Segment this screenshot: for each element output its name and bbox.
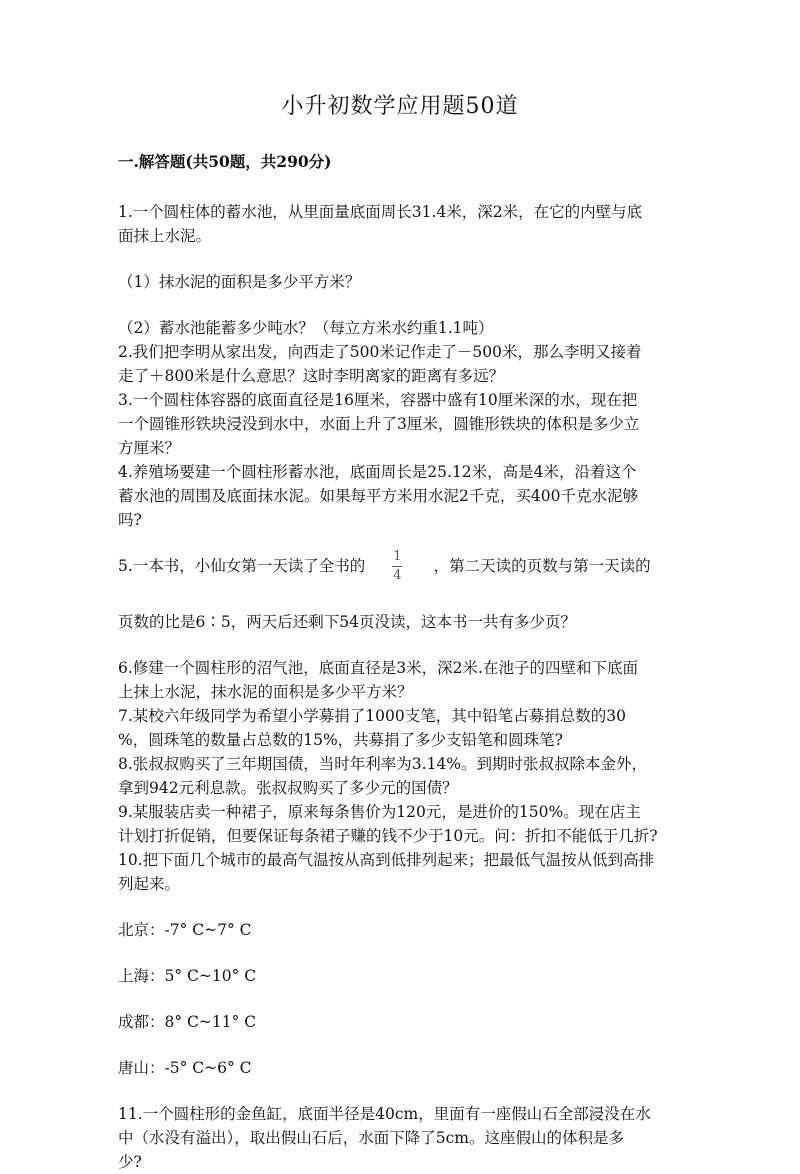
question-8 bbox=[118, 752, 682, 800]
question-11 bbox=[118, 1102, 682, 1174]
question-1 bbox=[118, 200, 682, 340]
question-9 bbox=[118, 800, 682, 848]
question-4 bbox=[118, 460, 682, 532]
fraction-numerator: 1 bbox=[393, 548, 402, 564]
question-text: 10.把下面几个城市的最高气温按从高到低排列起来；把最低气温按从低到高排 bbox=[118, 851, 655, 869]
question-text: 2.我们把李明从家出发，向西走了500米记作走了－500米，那么李明又接着 bbox=[118, 343, 642, 361]
question-text: 中（水没有溢出），取出假山石后，水面下降了5cm。这座假山的体积是多 bbox=[118, 1129, 624, 1147]
question-text: 少? bbox=[118, 1153, 142, 1171]
fraction-denominator: 4 bbox=[393, 567, 402, 583]
question-3 bbox=[118, 388, 682, 460]
city-temperature: 上海：5° C~10° C bbox=[118, 967, 257, 985]
question-2 bbox=[118, 340, 682, 388]
city-temperature: 唐山：-5° C~6° C bbox=[118, 1059, 252, 1077]
question-text: 3.一个圆柱体容器的底面直径是16厘米，容器中盛有10厘米深的水，现在把 bbox=[118, 391, 638, 409]
city-temperature: 成都：8° C~11° C bbox=[118, 1013, 257, 1031]
question-text: 一个圆锥形铁块浸没到水中，水面上升了3厘米，圆锥形铁块的体积是多少立 bbox=[118, 415, 640, 433]
sub-question: （2）蓄水池能蓄多少吨水？（每立方米水约重1.1吨） bbox=[118, 319, 494, 337]
question-text: 走了＋800米是什么意思？这时李明离家的距离有多远？ bbox=[118, 367, 505, 385]
city-temperature: 北京：-7° C~7° C bbox=[118, 921, 252, 939]
question-text: 1.一个圆柱体的蓄水池，从里面量底面周长31.4米，深2米，在它的内壁与底 bbox=[118, 203, 643, 221]
question-text: 8.张叔叔购买了三年期国债，当时年利率为3.14%。到期时张叔叔除本金外， bbox=[118, 755, 648, 773]
question-text: 页数的比是6∶5，两天后还剩下54页没读，这本书一共有多少页？ bbox=[118, 613, 576, 631]
question-text: 6.修建一个圆柱形的沼气池，底面直径是3米，深2米.在池子的四壁和下底面 bbox=[118, 659, 638, 677]
question-text: 计划打折促销，但要保证每条裙子赚的钱不少于10元。问：折扣不能低于几折? bbox=[118, 827, 658, 845]
question-text: 7.某校六年级同学为希望小学募捐了1000支笔，其中铅笔占募捐总数的30 bbox=[118, 707, 626, 725]
question-text: ，第二天读的页数与第一天读的 bbox=[433, 557, 651, 575]
question-text: 面抹上水泥。 bbox=[118, 227, 212, 245]
sub-question: （1）抹水泥的面积是多少平方米？ bbox=[118, 273, 361, 291]
question-text: 列起来。 bbox=[118, 875, 181, 893]
fraction-bar bbox=[392, 566, 402, 567]
question-text: 上抹上水泥，抹水泥的面积是多少平方米？ bbox=[118, 683, 413, 701]
question-text: 吗? bbox=[118, 511, 142, 529]
fraction bbox=[391, 549, 403, 584]
question-text: 拿到942元利息款。张叔叔购买了多少元的国债？ bbox=[118, 779, 458, 797]
section-heading: 一.解答题(共50题，共290分) bbox=[118, 152, 332, 171]
question-6 bbox=[118, 656, 682, 704]
question-text-with-fraction bbox=[118, 544, 682, 588]
question-text: 蓄水池的周围及底面抹水泥。如果每平方米用水泥2千克，买400千克水泥够 bbox=[118, 487, 638, 505]
question-text: 9.某服装店卖一种裙子，原来每条售价为120元，是进价的150%。现在店主 bbox=[118, 803, 641, 821]
question-text: 方厘米？ bbox=[118, 439, 181, 457]
question-5 bbox=[118, 544, 682, 634]
question-text: %，圆珠笔的数量占总数的15%，共募捐了多少支铅笔和圆珠笔? bbox=[118, 731, 563, 749]
question-10 bbox=[118, 848, 682, 1080]
question-7 bbox=[118, 704, 682, 752]
question-text: 4.养殖场要建一个圆柱形蓄水池，底面周长是25.12米，高是4米，沿着这个 bbox=[118, 463, 637, 481]
page-title: 小升初数学应用题50道 bbox=[281, 94, 519, 119]
question-text: 11.一个圆柱形的金鱼缸，底面半径是40cm，里面有一座假山石全部浸没在水 bbox=[118, 1105, 651, 1123]
question-text: 5.一本书，小仙女第一天读了全书的 bbox=[118, 557, 366, 575]
